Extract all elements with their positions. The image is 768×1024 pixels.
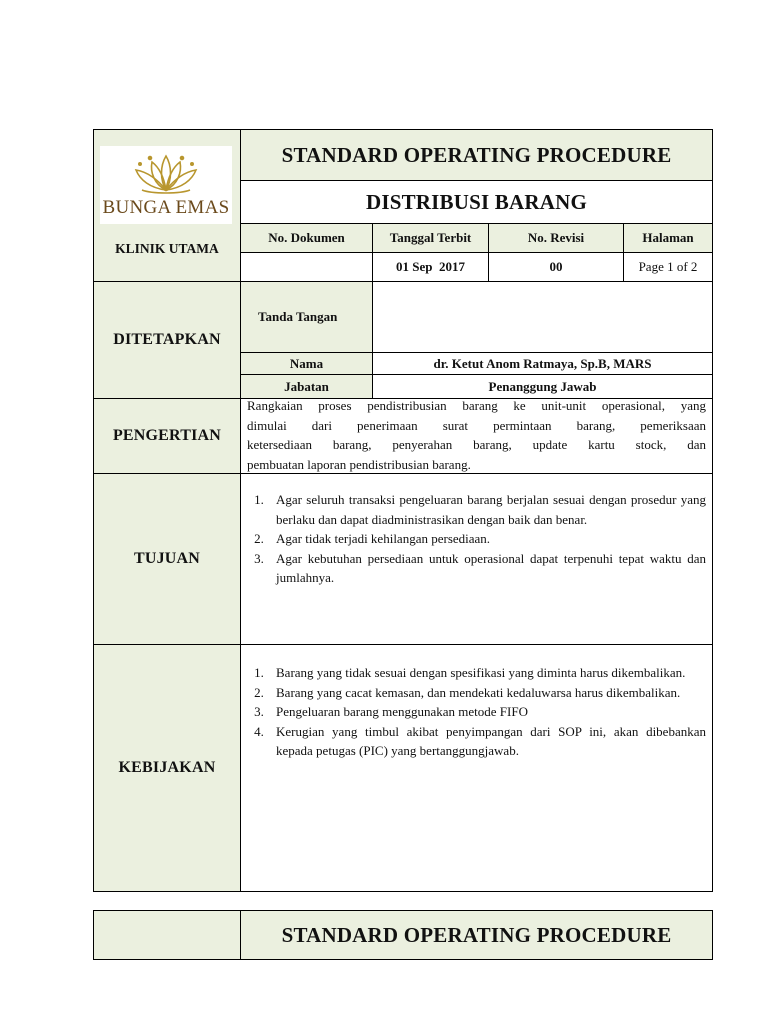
tujuan-label: TUJUAN — [93, 473, 241, 645]
list-item: 3. Agar kebutuhan persediaan untuk operasional dapat terpenuhi tepat waktu dan jumlahnya. — [254, 550, 706, 585]
list-item: 1. Barang yang tidak sesuai dengan spesifikasi yang diminta harus dikembalikan. — [254, 665, 686, 680]
col-no-dokumen: No. Dokumen — [240, 223, 373, 253]
kebijakan-content — [240, 644, 713, 892]
page2-sop-title: STANDARD OPERATING PROCEDURE — [240, 910, 713, 960]
col-tanggal-terbit: Tanggal Terbit — [372, 223, 489, 253]
value-no-dokumen — [240, 252, 373, 282]
logo-cell — [93, 129, 241, 282]
sop-title: STANDARD OPERATING PROCEDURE — [240, 129, 713, 181]
pengertian-line: pembuatan laporan pendistribusian barang. — [247, 456, 471, 472]
value-tanggal-terbit: 01 Sep 2017 — [372, 252, 489, 282]
nama-value: dr. Ketut Anom Ratmaya, Sp.B, MARS — [372, 352, 713, 375]
logo — [100, 146, 232, 224]
tanda-tangan-label: Tanda Tangan — [240, 281, 373, 353]
signature-area — [372, 281, 713, 353]
page2-logo-cell — [93, 910, 241, 960]
list-item: 3. Pengeluaran barang menggunakan metode FIFO — [254, 704, 528, 719]
list-item: 1. Agar seluruh transaksi pengeluaran barang berjalan sesuai dengan prosedur yang berlaku dan dapat diadministrasikan dengan baik dan benar. — [254, 492, 706, 527]
value-no-revisi: 00 — [488, 252, 624, 282]
col-halaman: Halaman — [623, 223, 713, 253]
list-item: 2. Agar tidak terjadi kehilangan persediaan. — [254, 531, 491, 546]
tujuan-content — [240, 473, 713, 645]
jabatan-label: Jabatan — [240, 374, 373, 399]
document-title: DISTRIBUSI BARANG — [240, 180, 713, 224]
value-halaman: Page 1 of 2 — [623, 252, 713, 282]
tujuan-list — [242, 490, 706, 588]
pengertian-line: dimulai dari penerimaan surat permintaan barang, pemeriksaan — [247, 417, 706, 433]
kebijakan-label: KEBIJAKAN — [93, 644, 241, 892]
jabatan-value: Penanggung Jawab — [372, 374, 713, 399]
logo-wordmark: BUNGA EMAS — [102, 197, 230, 218]
list-item: 4. Kerugian yang timbul akibat penyimpangan dari SOP ini, akan dibebankan kepada petugas (PIC) yang bertanggungjawab. — [254, 723, 706, 758]
ditetapkan-label: DITETAPKAN — [93, 281, 241, 399]
pengertian-line: ketersediaan barang, penyerahan barang, update kartu stock, dan — [247, 437, 706, 452]
clinic-name: KLINIK UTAMA — [115, 241, 219, 256]
pengertian-text — [240, 398, 713, 474]
col-no-revisi: No. Revisi — [488, 223, 624, 253]
kebijakan-list — [242, 663, 706, 761]
pengertian-label: PENGERTIAN — [93, 398, 241, 474]
lotus-flower-icon — [130, 150, 202, 196]
pengertian-line: Rangkaian proses pendistribusian barang ke unit-unit operasional, yang — [247, 398, 706, 413]
nama-label: Nama — [240, 352, 373, 375]
list-item: 2. Barang yang cacat kemasan, dan mendekati kedaluwarsa harus dikembalikan. — [254, 684, 681, 700]
